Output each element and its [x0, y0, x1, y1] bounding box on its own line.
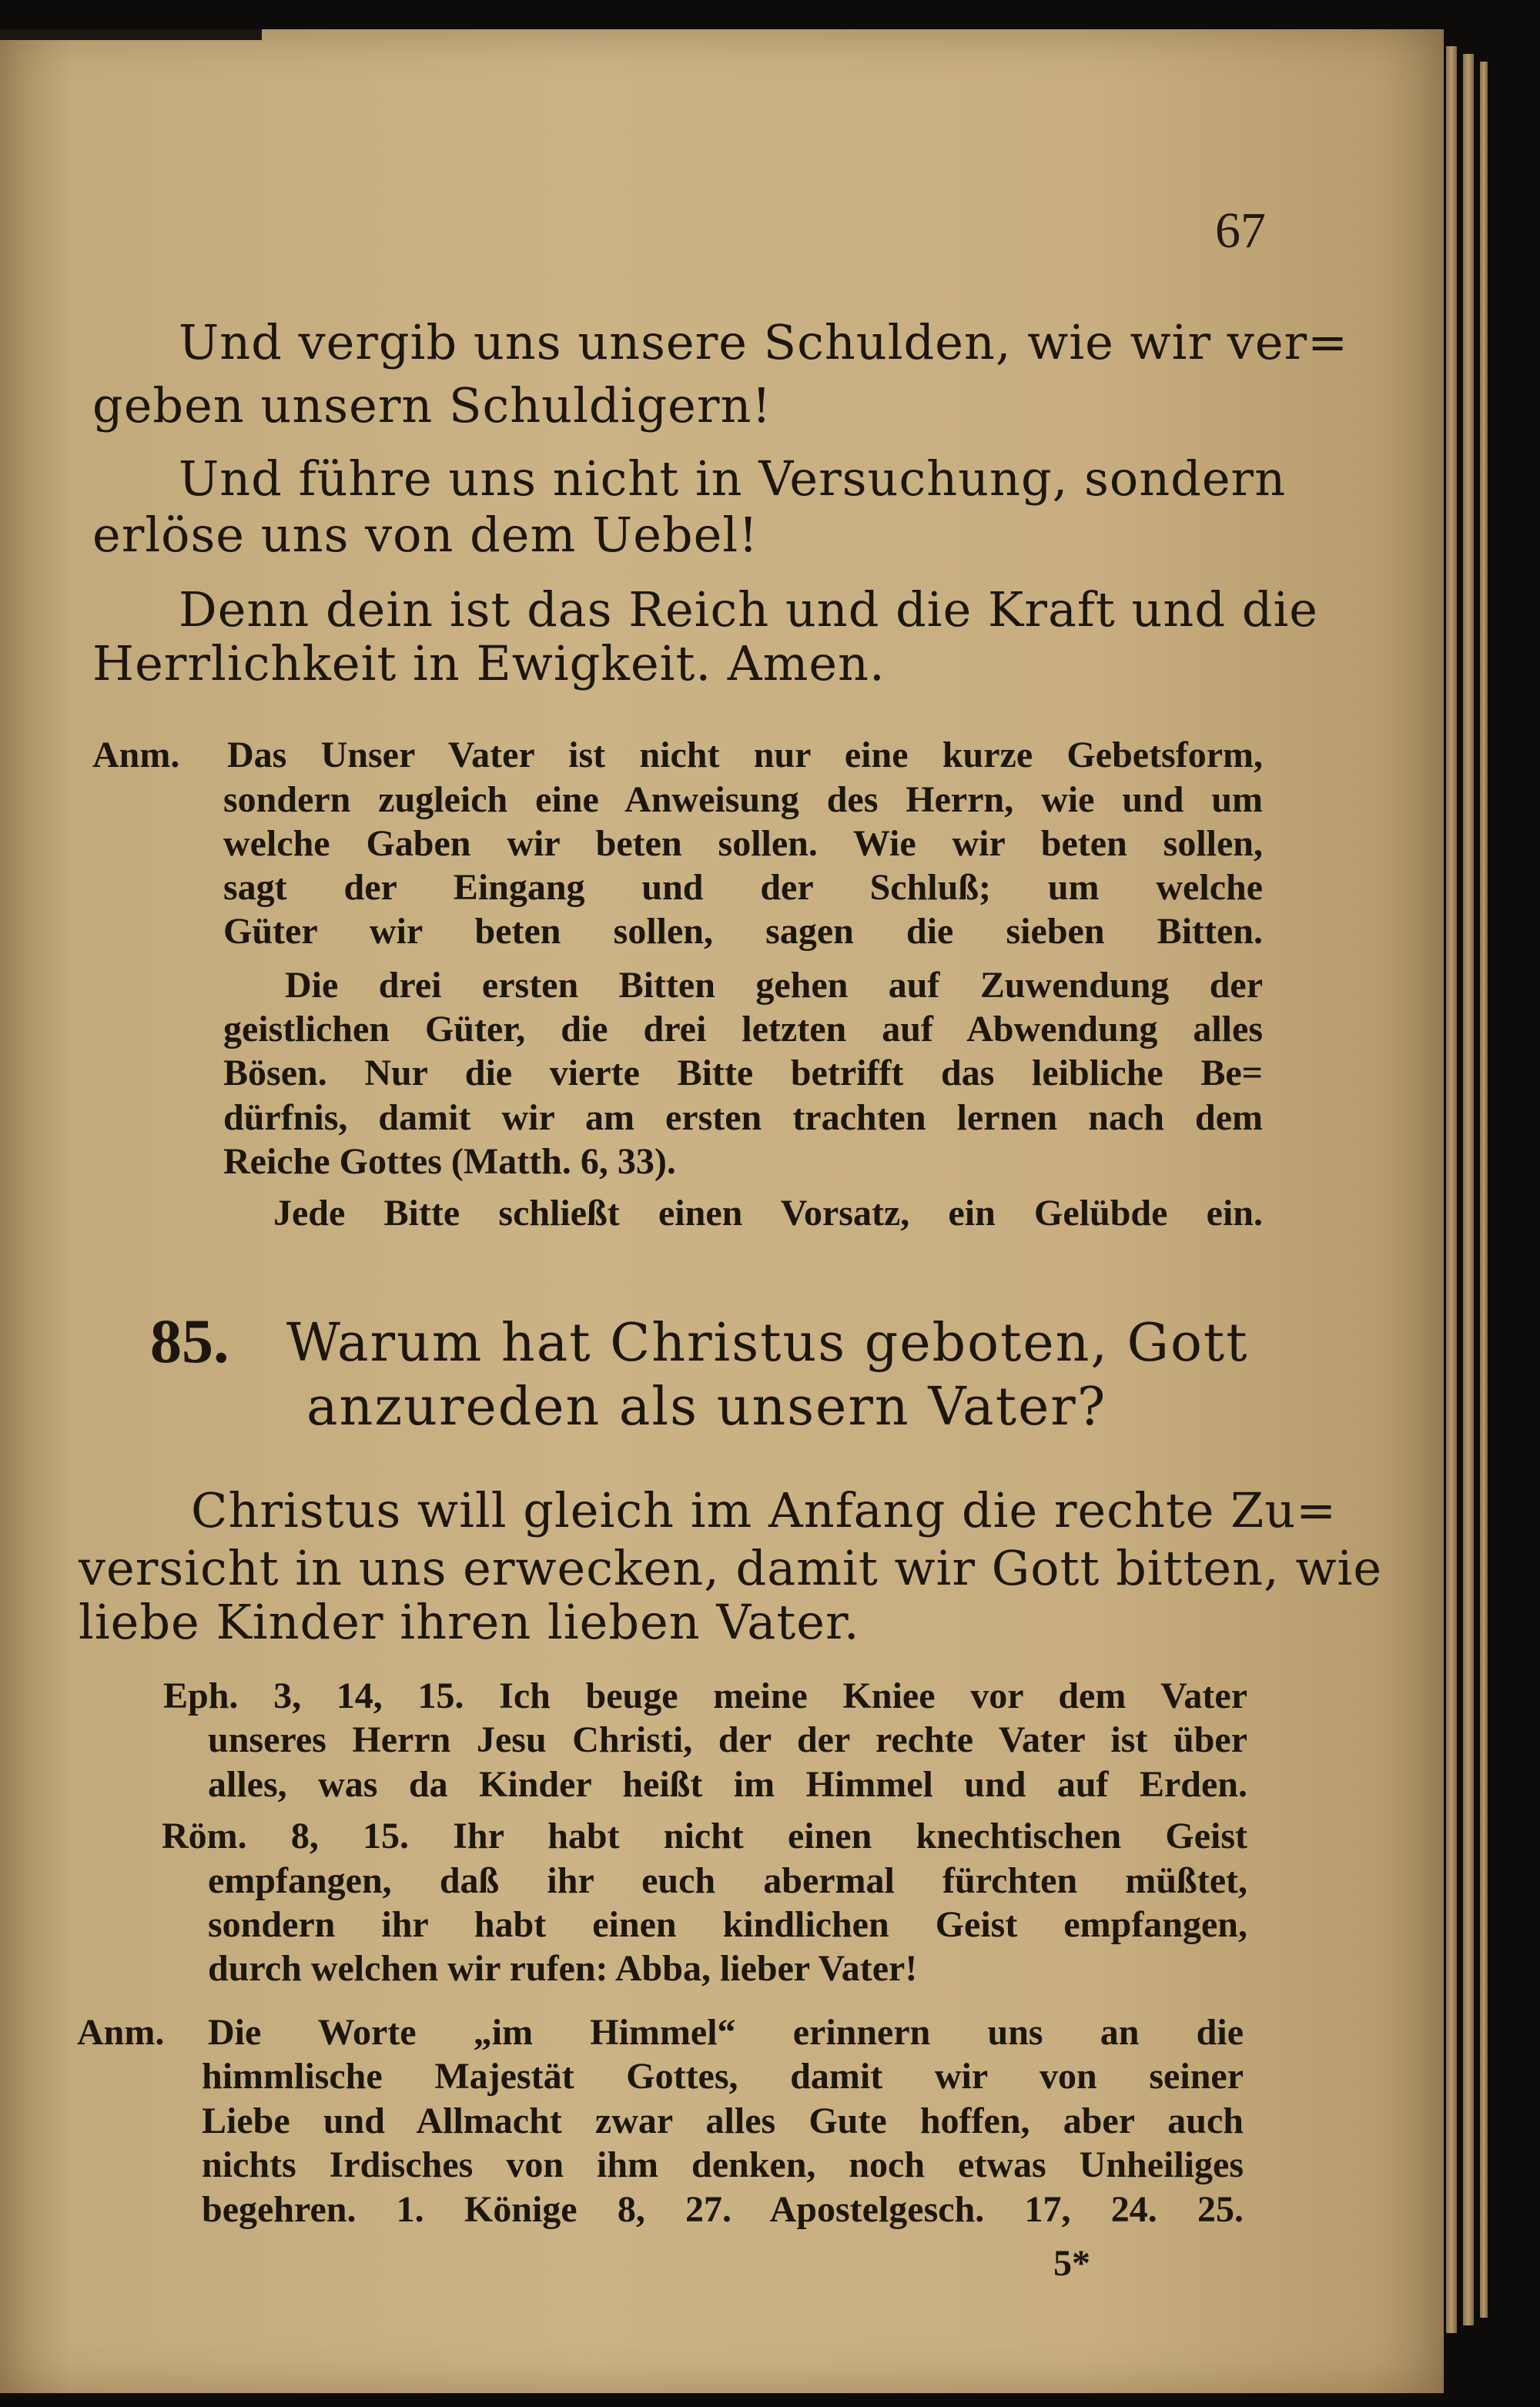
note-line: Die Worte „im Himmel“ erinnern uns an die	[208, 2012, 1244, 2053]
citation-line: Röm. 8, 15. Ihr habt nicht einen knechtischen Geist	[162, 1816, 1247, 1856]
signature-mark: 5*	[1053, 2243, 1090, 2284]
note-line: nichts Irdisches von ihm denken, noch etwas Unheiliges	[202, 2144, 1244, 2185]
note-line: begehren. 1. Könige 8, 27. Apostelgesch. 17, 24. 25.	[202, 2189, 1244, 2230]
note-line: Die drei ersten Bitten gehen auf Zuwendung der	[285, 965, 1263, 1006]
note-label: Anm.	[77, 2012, 165, 2053]
note-line: welche Gaben wir beten sollen. Wie wir beten sollen,	[223, 823, 1263, 864]
answer-line: Christus will gleich im Anfang die rechte Zu=	[191, 1482, 1337, 1538]
prayer-line: Und vergib uns unsere Schulden, wie wir ver=	[179, 314, 1349, 370]
citation-line: durch welchen wir rufen: Abba, lieber Vater!	[208, 1948, 918, 1989]
page-number: 67	[1215, 203, 1266, 259]
prayer-line: Und führe uns nicht in Versuchung, sondern	[179, 450, 1287, 507]
prayer-line: geben unsern Schuldigern!	[92, 377, 772, 434]
answer-line: liebe Kinder ihren lieben Vater.	[79, 1594, 860, 1650]
note-line: dürfnis, damit wir am ersten trachten lernen nach dem	[223, 1097, 1263, 1138]
prayer-line: Denn dein ist das Reich und die Kraft und die	[179, 581, 1318, 638]
note-line: sondern zugleich eine Anweisung des Herrn, wie und um	[223, 779, 1263, 820]
question-number: 85.	[150, 1306, 229, 1376]
citation-line: alles, was da Kinder heißt im Himmel und auf Erden.	[208, 1764, 1247, 1805]
note-line: Liebe und Allmacht zwar alles Gute hoffen, aber auch	[202, 2101, 1244, 2141]
question-heading: Warum hat Christus geboten, Gott	[286, 1313, 1249, 1374]
page-binding-shadow	[0, 29, 262, 40]
note-line: Güter wir beten sollen, sagen die sieben Bitten.	[223, 911, 1263, 952]
prayer-line: Herrlichkeit in Ewigkeit. Amen.	[92, 635, 886, 691]
note-line: Jede Bitte schließt einen Vorsatz, ein Gelübde ein.	[273, 1193, 1263, 1234]
prayer-line: erlöse uns von dem Uebel!	[92, 507, 759, 563]
note-line: sagt der Eingang und der Schluß; um welche	[223, 867, 1263, 908]
citation-line: unseres Herrn Jesu Christi, der der rechte Vater ist über	[208, 1719, 1247, 1760]
note-line: Reiche Gottes (Matth. 6, 33).	[223, 1141, 676, 1182]
note-line: Bösen. Nur die vierte Bitte betrifft das leibliche Be=	[223, 1053, 1263, 1093]
note-line: geistlichen Güter, die drei letzten auf Abwendung alles	[223, 1009, 1263, 1050]
citation-line: Eph. 3, 14, 15. Ich beuge meine Kniee vor dem Vater	[163, 1676, 1247, 1716]
note-line: Das Unser Vater ist nicht nur eine kurze Gebetsform,	[227, 735, 1263, 775]
page-edge	[1463, 54, 1474, 2325]
answer-line: versicht in uns erwecken, damit wir Gott bitten, wie	[79, 1540, 1383, 1596]
note-line: himmlische Majestät Gottes, damit wir von seiner	[202, 2056, 1244, 2097]
note-label: Anm.	[92, 735, 180, 775]
question-heading: anzureden als unsern Vater?	[306, 1377, 1107, 1438]
citation-line: empfangen, daß ihr euch abermal fürchten müßtet,	[208, 1860, 1247, 1901]
page-edge	[1446, 46, 1457, 2333]
citation-line: sondern ihr habt einen kindlichen Geist empfangen,	[208, 1904, 1247, 1945]
page-edge	[1480, 62, 1488, 2318]
